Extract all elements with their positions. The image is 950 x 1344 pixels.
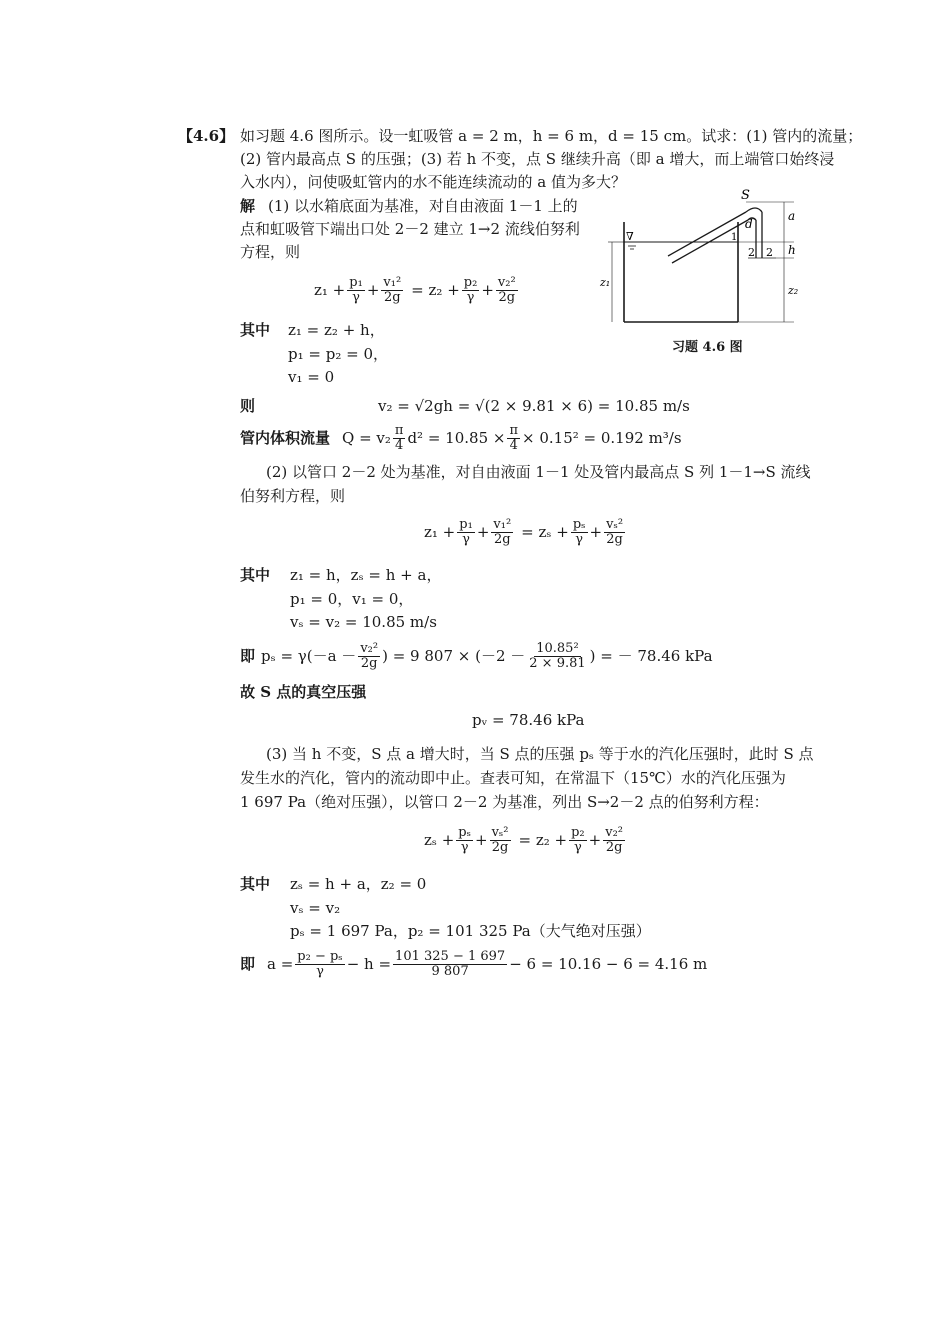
denominator: γ: [573, 839, 582, 855]
numerator: 101 325 − 1 697: [395, 948, 506, 964]
solution-label: 解: [240, 197, 256, 215]
denominator: 2g: [360, 655, 378, 671]
eq-term: +: [476, 523, 490, 541]
fraction: [490, 826, 511, 855]
denominator: 9 807: [431, 963, 469, 979]
figure-caption: 习题 4.6 图: [672, 340, 743, 355]
denominator: 2g: [606, 531, 623, 547]
fraction: [393, 950, 507, 979]
eq-term: ) = － 78.46 kPa: [589, 647, 713, 665]
denominator: γ: [460, 839, 469, 855]
numerator: p₂: [571, 824, 585, 840]
part3-text-2: 发生水的汽化，管内的流动即中止。查表可知，在常温下（15℃）水的汽化压强为: [240, 769, 786, 787]
numerator: pₛ: [458, 824, 471, 840]
part3-text-1: (3) 当 h 不变，S 点 a 增大时，当 S 点的压强 pₛ 等于水的汽化压强时，此时 S 点: [266, 745, 814, 763]
fraction: [603, 826, 625, 855]
eq-term: z₁ +: [314, 281, 346, 299]
bernoulli-equation-2: [424, 514, 627, 550]
fraction: [358, 642, 380, 671]
denominator: γ: [466, 289, 475, 305]
vacuum-text: 故 S 点的真空压强: [240, 683, 367, 701]
label-a: a: [788, 209, 796, 223]
denominator: 2g: [498, 289, 516, 305]
part2-text-2: 伯努利方程，则: [240, 487, 346, 505]
condition-2: p₁ = p₂ = 0，: [288, 345, 388, 363]
condition-2-2: p₁ = 0，v₁ = 0，: [290, 590, 414, 608]
problem-line-3: 入水内），问使吸虹管内的水不能连续流动的 a 值为多大？: [240, 173, 626, 191]
pipe-bend-outer: [746, 208, 762, 212]
eq-term: ) = 9 807 × (－2 －: [382, 647, 526, 665]
label-h: h: [788, 243, 796, 257]
ji-label: 即: [240, 955, 256, 973]
denominator: γ: [316, 963, 324, 979]
eq-term: +: [366, 281, 380, 299]
numerator: p₁: [349, 274, 363, 290]
eq-term: +: [589, 523, 603, 541]
denominator: γ: [352, 289, 360, 305]
eq-term: +: [475, 831, 488, 849]
eq-term: Q = v₂: [342, 429, 391, 447]
ji-label: 即: [240, 647, 256, 665]
denominator: 2g: [383, 289, 401, 305]
label-2-right: 2: [766, 246, 773, 259]
condition-1: z₁ = z₂ + h，: [288, 321, 385, 339]
fraction: [569, 826, 587, 855]
denominator: 4: [509, 437, 518, 453]
label-2-left: 2: [748, 246, 755, 259]
fraction: [571, 518, 588, 547]
part1-text-2: 点和虹吸管下端出口处 2－2 建立 1→2 流线伯努利: [240, 220, 580, 238]
eq-term: pₛ = γ(－a －: [261, 647, 357, 665]
denominator: 2 × 9.81: [529, 655, 586, 671]
eq-term: − h =: [346, 955, 392, 973]
eq-term: z₁ +: [424, 523, 456, 541]
condition-2-1: z₁ = h，zₛ = h + a，: [290, 566, 442, 584]
denominator: γ: [462, 531, 470, 547]
eq-term: = z₂ +: [411, 281, 460, 299]
bernoulli-equation-1: [314, 272, 520, 308]
fraction: [462, 276, 480, 305]
fraction: [457, 518, 475, 547]
eq-term: +: [588, 831, 602, 849]
label-z2: z₂: [788, 284, 799, 297]
siphon-figure: [598, 186, 810, 326]
numerator: v₂²: [360, 640, 379, 656]
vacuum-pressure: pᵥ = 78.46 kPa: [472, 711, 585, 729]
numerator: π: [394, 422, 404, 438]
eq-term: zₛ +: [424, 831, 455, 849]
denominator: γ: [575, 531, 584, 547]
eq-term: a =: [267, 955, 294, 973]
numerator: 10.85²: [536, 640, 579, 656]
eq-term: d² = 10.85 ×: [407, 429, 506, 447]
flow-rate-row: [240, 420, 682, 456]
denominator: 4: [395, 437, 404, 453]
condition-3-3: pₛ = 1 697 Pa，p₂ = 101 325 Pa（大气绝对压强）: [290, 922, 651, 940]
denominator: 2g: [491, 839, 509, 855]
part2-text-1: (2) 以管口 2－2 处为基准，对自由液面 1－1 处及管内最高点 S 列 1－1→S 流线: [266, 463, 811, 481]
condition-3-2: vₛ = v₂: [290, 899, 341, 917]
where-label-1: 其中: [240, 321, 271, 339]
part1-text-1: (1) 以水箱底面为基准，对自由液面 1－1 上的: [268, 197, 578, 215]
condition-3: v₁ = 0: [288, 368, 335, 386]
numerator: v₂²: [605, 824, 624, 840]
eq-term: × 0.15² = 0.192 m³/s: [522, 429, 682, 447]
fraction: [507, 424, 520, 453]
problem-line-2: (2) 管内最高点 S 的压强；(3) 若 h 不变，点 S 继续升高（即 a 增大，而上端管口始终浸: [240, 150, 835, 168]
flow-label: 管内体积流量: [240, 429, 331, 447]
numerator: v₂²: [497, 274, 516, 290]
numerator: p₂ − pₛ: [297, 948, 343, 964]
label-z1: z₁: [600, 276, 611, 289]
eq-term: = z₂ +: [518, 831, 568, 849]
fraction: [381, 276, 403, 305]
fraction: [393, 424, 406, 453]
eq-term: − 6 = 10.16 − 6 = 4.16 m: [509, 955, 708, 973]
water-surface-icon: ∇: [626, 230, 634, 243]
then-label: 则: [240, 397, 256, 415]
where-label-2: 其中: [240, 566, 271, 584]
problem-line-1: 如习题 4.6 图所示。设一虹吸管 a = 2 m，h = 6 m，d = 15 cm。试求：(1) 管内的流量；: [240, 127, 863, 145]
numerator: vₛ²: [491, 824, 509, 840]
numerator: vₛ²: [606, 516, 624, 532]
pressure-s-equation: [240, 638, 713, 674]
numerator: v₁²: [493, 516, 512, 532]
bernoulli-equation-3: [424, 822, 627, 858]
fraction: [295, 950, 344, 979]
numerator: π: [509, 422, 518, 438]
fraction: [527, 642, 587, 671]
condition-3-1: zₛ = h + a，z₂ = 0: [290, 875, 427, 893]
a-value-equation: [240, 946, 707, 982]
fraction: [496, 276, 518, 305]
part3-text-3: 1 697 Pa（绝对压强），以管口 2－2 为基准，列出 S→2－2 点的伯努利方程：: [240, 793, 769, 811]
denominator: 2g: [605, 839, 623, 855]
numerator: v₁²: [383, 274, 402, 290]
label-d: d: [745, 217, 753, 231]
part1-text-3: 方程，则: [240, 243, 301, 261]
problem-tag: 【4.6】: [178, 127, 235, 145]
label-1: 1: [731, 232, 738, 243]
velocity-equation: v₂ = √2gh = √(2 × 9.81 × 6) = 10.85 m/s: [378, 397, 690, 415]
numerator: pₛ: [572, 516, 586, 532]
fraction: [491, 518, 513, 547]
condition-2-3: vₛ = v₂ = 10.85 m/s: [290, 613, 437, 631]
eq-term: +: [481, 281, 494, 299]
label-s: S: [741, 188, 750, 203]
fraction: [604, 518, 625, 547]
eq-term: = zₛ +: [521, 523, 569, 541]
fraction: [456, 826, 473, 855]
where-label-3: 其中: [240, 875, 271, 893]
denominator: 2g: [493, 531, 511, 547]
numerator: p₂: [463, 274, 478, 290]
numerator: p₁: [459, 516, 473, 532]
fraction: [347, 276, 365, 305]
